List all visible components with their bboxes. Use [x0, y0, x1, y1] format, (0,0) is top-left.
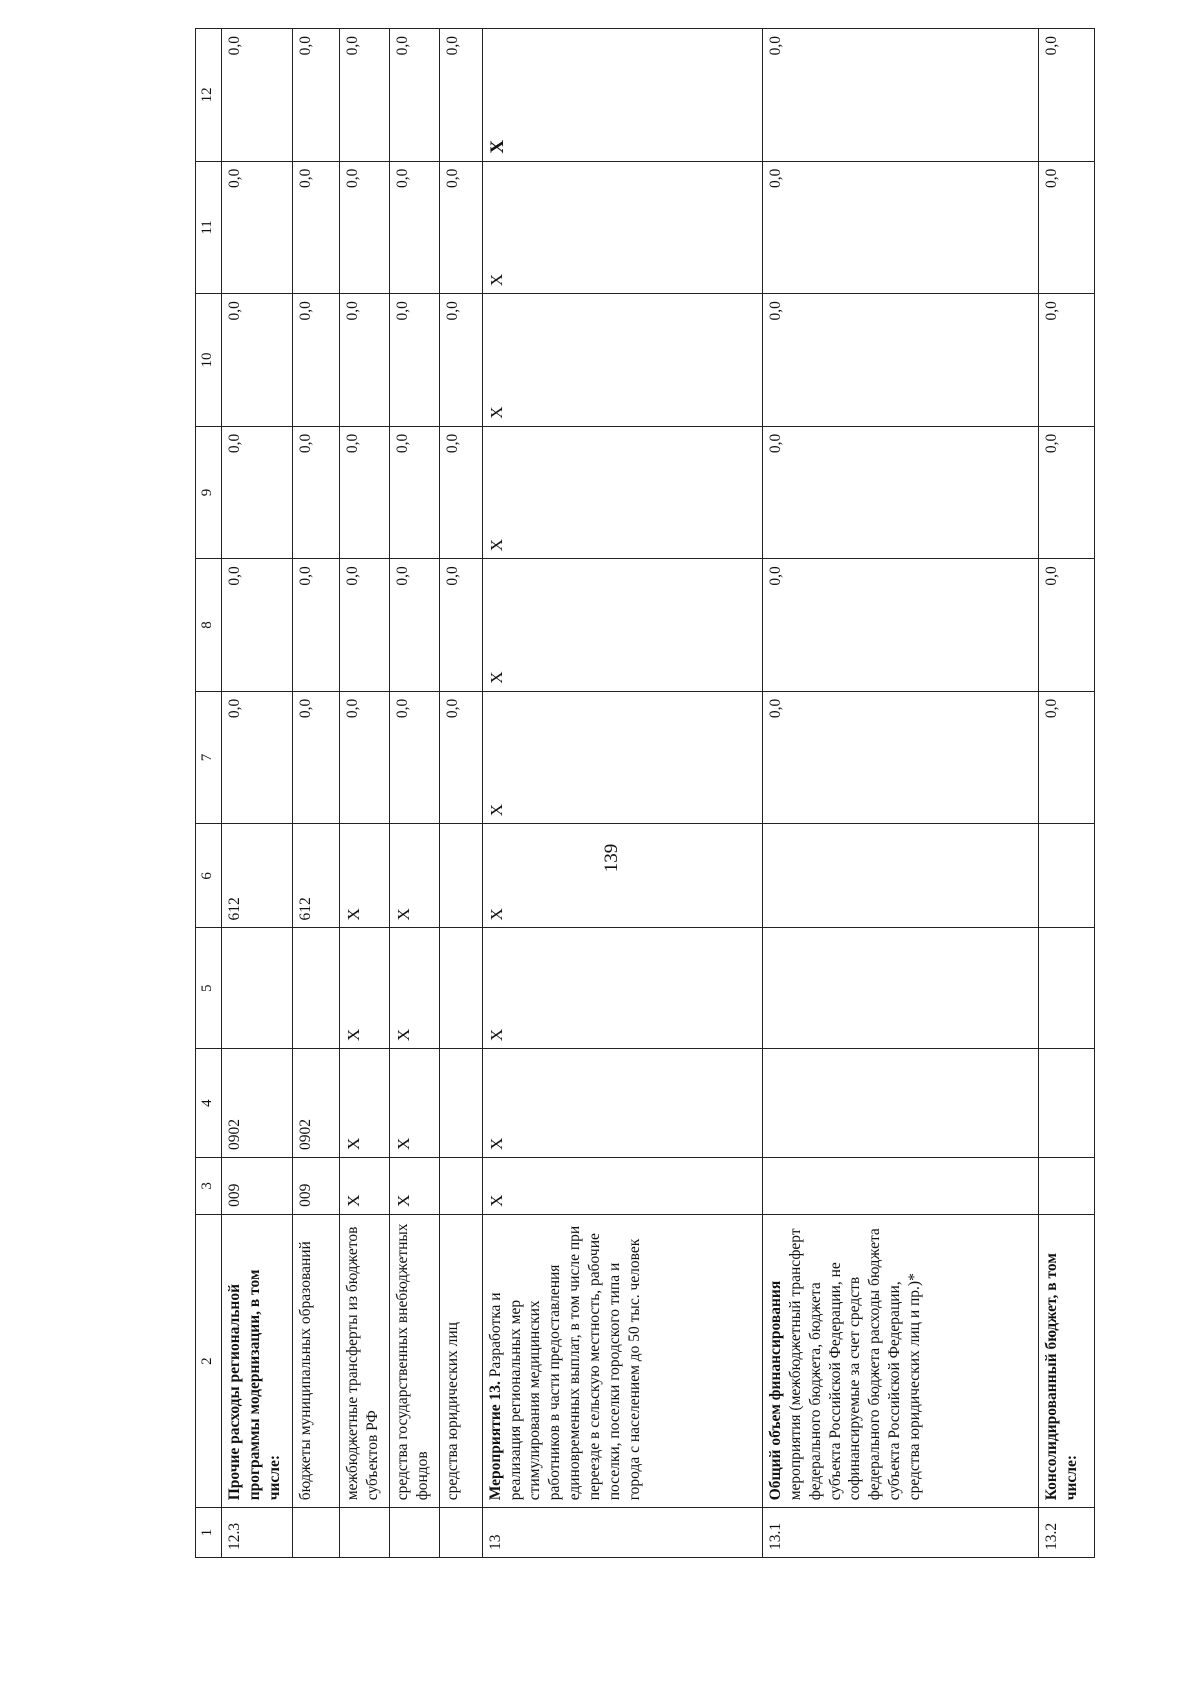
cell-c11: 0,0 [221, 161, 292, 294]
cell-c6 [439, 824, 482, 928]
cell-c4 [439, 1049, 482, 1158]
table-row [340, 29, 390, 1558]
table-row [763, 29, 1039, 1558]
cell-c10: 0,0 [1039, 294, 1095, 427]
cell-c10: 0,0 [439, 294, 482, 427]
cell-c8: 0,0 [763, 559, 1039, 692]
row-number: 12.3 [221, 1508, 292, 1558]
cell-c7: X [482, 691, 762, 824]
header-cell: 2 [196, 1214, 222, 1507]
row-name: средства юридических лиц [439, 1214, 482, 1507]
cell-c6 [1039, 824, 1095, 928]
cell-c11: 0,0 [340, 161, 390, 294]
table-row [221, 29, 292, 1558]
cell-c7: 0,0 [390, 691, 440, 824]
cell-c4: 0902 [293, 1049, 340, 1158]
cell-c12: X [482, 29, 762, 162]
cell-c6: X [390, 824, 440, 928]
cell-c5 [439, 928, 482, 1049]
row-number: 13 [482, 1508, 762, 1558]
table-row [1039, 29, 1095, 1558]
row-name-text: Разработка и реализация региональных мер стимулирования медицинских работников в части предоставления единовременных выплат, в том числе при переезде в сельскую местность, рабочие поселки, поселки городского типа и города с населением до 50 тыс. человек [486, 1225, 643, 1501]
cell-c12: 0,0 [439, 29, 482, 162]
cell-c8: 0,0 [340, 559, 390, 692]
cell-c3: X [340, 1158, 390, 1215]
cell-c11: 0,0 [1039, 161, 1095, 294]
row-name: бюджеты муниципальных образований [293, 1214, 340, 1507]
cell-c5 [1039, 928, 1095, 1049]
cell-c3: 009 [293, 1158, 340, 1215]
cell-c4: X [482, 1049, 762, 1158]
header-cell: 4 [196, 1049, 222, 1158]
page-number: 139 [601, 843, 622, 873]
cell-c12: 0,0 [390, 29, 440, 162]
row-name: Консолидированный бюджет, в том числе: [1039, 1214, 1095, 1507]
header-cell: 8 [196, 559, 222, 692]
header-cell: 6 [196, 824, 222, 928]
cell-c12: 0,0 [763, 29, 1039, 162]
cell-c4: 0902 [221, 1049, 292, 1158]
cell-c8: 0,0 [1039, 559, 1095, 692]
cell-c10: 0,0 [340, 294, 390, 427]
cell-c10: 0,0 [763, 294, 1039, 427]
row-name [482, 1214, 762, 1507]
row-number: 13.2 [1039, 1508, 1095, 1558]
cell-c7: 0,0 [340, 691, 390, 824]
cell-c8: X [482, 559, 762, 692]
header-cell: 12 [196, 29, 222, 162]
cell-c3 [1039, 1158, 1095, 1215]
header-cell: 7 [196, 691, 222, 824]
cell-c9: 0,0 [1039, 426, 1095, 559]
cell-c3 [439, 1158, 482, 1215]
cell-c10: 0,0 [293, 294, 340, 427]
table-row [390, 29, 440, 1558]
cell-c12: 0,0 [1039, 29, 1095, 162]
cell-c9: 0,0 [439, 426, 482, 559]
row-name-text: мероприятия (межбюджетный трансферт федерального бюджета, бюджета субъекта Российской Федерации, не софинансируемые за счет средств федерального бюджета расходы бюджета субъекта Российской Федерации, средства юридических лиц и пр.)* [786, 1228, 923, 1501]
row-name-bold: Мероприятие 13. [486, 1381, 504, 1501]
row-number [340, 1508, 390, 1558]
cell-c7: 0,0 [763, 691, 1039, 824]
cell-c8: 0,0 [293, 559, 340, 692]
cell-c11: 0,0 [390, 161, 440, 294]
table-row [293, 29, 340, 1558]
row-number [439, 1508, 482, 1558]
row-name: Прочие расходы региональной программы модернизации, в том числе: [221, 1214, 292, 1507]
cell-c6: X [482, 824, 762, 928]
cell-c5: X [390, 928, 440, 1049]
cell-c7: 0,0 [293, 691, 340, 824]
row-number [390, 1508, 440, 1558]
cell-c8: 0,0 [221, 559, 292, 692]
cell-c7: 0,0 [221, 691, 292, 824]
cell-c11: X [482, 161, 762, 294]
cell-c4 [1039, 1049, 1095, 1158]
cell-c4 [763, 1049, 1039, 1158]
cell-c11: 0,0 [293, 161, 340, 294]
cell-c10: 0,0 [221, 294, 292, 427]
cell-c12: 0,0 [340, 29, 390, 162]
cell-c12: 0,0 [293, 29, 340, 162]
cell-c9: 0,0 [763, 426, 1039, 559]
row-name-bold: Общий объем финансирования [767, 1280, 785, 1501]
header-cell: 9 [196, 426, 222, 559]
cell-c11: 0,0 [763, 161, 1039, 294]
cell-c3: X [482, 1158, 762, 1215]
cell-c10: X [482, 294, 762, 427]
cell-c4: X [390, 1049, 440, 1158]
row-number: 13.1 [763, 1508, 1039, 1558]
row-name: средства государственных внебюджетных фондов [390, 1214, 440, 1507]
row-name: межбюджетные трансферты из бюджетов субъектов РФ [340, 1214, 390, 1507]
cell-c6: X [340, 824, 390, 928]
cell-c6 [763, 824, 1039, 928]
cell-c8: 0,0 [439, 559, 482, 692]
cell-c3: 009 [221, 1158, 292, 1215]
cell-c6: 612 [221, 824, 292, 928]
cell-c3 [763, 1158, 1039, 1215]
table-row [482, 29, 762, 1558]
cell-c9: 0,0 [390, 426, 440, 559]
cell-c7: 0,0 [439, 691, 482, 824]
cell-c5 [293, 928, 340, 1049]
cell-c4: X [340, 1049, 390, 1158]
cell-c5 [221, 928, 292, 1049]
header-cell: 3 [196, 1158, 222, 1215]
cell-c5 [763, 928, 1039, 1049]
cell-c10: 0,0 [390, 294, 440, 427]
header-cell: 5 [196, 928, 222, 1049]
cell-c7: 0,0 [1039, 691, 1095, 824]
header-row [196, 29, 222, 1558]
cell-c11: 0,0 [439, 161, 482, 294]
rotated-table-container [195, 28, 1095, 1558]
cell-c12: 0,0 [221, 29, 292, 162]
cell-c5: X [482, 928, 762, 1049]
cell-c9: 0,0 [340, 426, 390, 559]
row-number [293, 1508, 340, 1558]
cell-c3: X [390, 1158, 440, 1215]
row-name [763, 1214, 1039, 1507]
cell-c9: 0,0 [293, 426, 340, 559]
header-cell: 11 [196, 161, 222, 294]
budget-table [195, 28, 1095, 1558]
cell-c9: X [482, 426, 762, 559]
header-cell: 1 [196, 1508, 222, 1558]
table-row [439, 29, 482, 1558]
cell-c9: 0,0 [221, 426, 292, 559]
cell-c6: 612 [293, 824, 340, 928]
header-cell: 10 [196, 294, 222, 427]
cell-c8: 0,0 [390, 559, 440, 692]
cell-c5: X [340, 928, 390, 1049]
